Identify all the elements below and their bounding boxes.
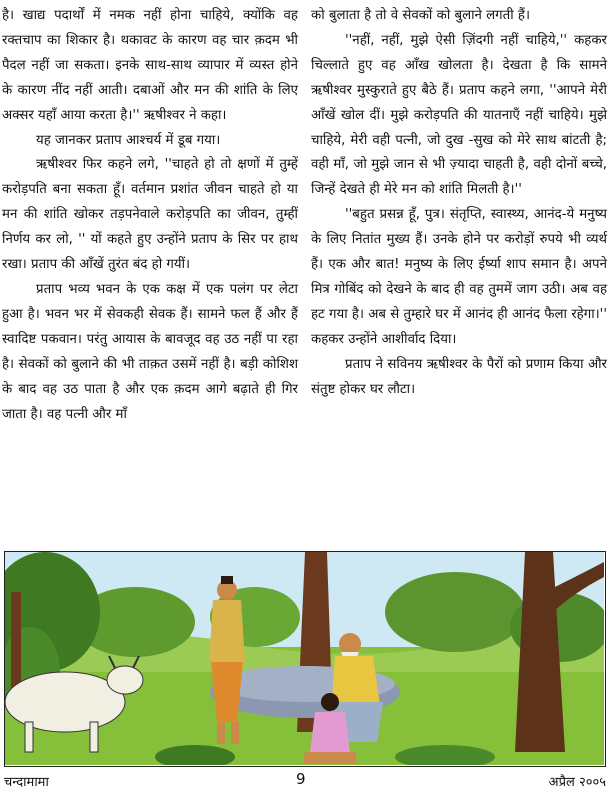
magazine-name: चन्दामामा bbox=[4, 775, 49, 790]
text-column-left bbox=[2, 4, 298, 427]
paragraph: प्रताप भव्य भवन के एक कक्ष में एक पलंग पर लेटा हुआ है। भवन भर में सेवकही सेवक हैं। सामने फल हैं और हैं स्वादिष्ट पकवान। परंतु आयास के बावजूद वह उठ नहीं पा रहा है। सेवकों को बुलाने की भी ताक़त उसमें नहीं है। बड़ी कोशिश के बाद वह उठ पाता है और एक क़दम आगे बढ़ाते ही गिर जाता है। वह पत्नी और माँ bbox=[2, 281, 298, 422]
paragraph: यह जानकर प्रताप आश्चर्य में डूब गया। bbox=[36, 132, 221, 148]
story-illustration bbox=[4, 551, 606, 767]
paragraph: है। खाद्य पदार्थों में नमक नहीं होना चाहिये, क्योंकि वह रक्तचाप का शिकार है। थकावट के कारण वह चार क़दम भी पैदल नहीं जा सकता। इनके साथ-साथ व्यापार में व्यस्त होने के कारण नींद नहीं आती। दबाओं और मन की शांति के लिए अक्सर यहाँ आया करता है।'' ऋषीश्वर ने कहा। bbox=[2, 8, 298, 123]
paragraph: को बुलाता है तो वे सेवकों को बुलाने लगती हैं। bbox=[311, 8, 530, 23]
page-number: 9 bbox=[296, 770, 306, 788]
page-footer bbox=[0, 770, 612, 792]
paragraph: ''नहीं, नहीं, मुझे ऐसी ज़िंदगी नहीं चाहिये,'' कहकर चिल्लाते हुए वह आँख खोलता है। देखता है कि सामने ऋषीश्वर मुस्कुराते हुए बैठे हैं। प्रताप कहने लगा, ''आपने मेरी आँखें खोल दीं। मुझे करोड़पति की यातनाएँ नहीं चाहिये। मुझे चाहिये, मेरी वही पत्नी, जो दुख -सुख को मेरे साथ बांटती है; वही माँ, जो मुझे जान से भी ज़्यादा चाहती है, वही दोनों बच्चे, जिन्हें देखते ही मेरे मन को शांति मिलती है।'' bbox=[311, 32, 607, 198]
paragraph: ऋषीश्वर फिर कहने लगे, ''चाहते हो तो क्षणों में तुम्हें करोड़पति बना सकता हूँ। वर्तमान प्रशांत जीवन चाहते हो या मन की शांति खोकर तड़पनेवाले करोड़पति का जीवन, तुम्हीं निर्णय कर लो, '' यों कहते हुए उन्होंने प्रताप के सिर पर हाथ रखा। प्रताप की आँखें तुरंत बंद हो गयीं। bbox=[2, 157, 298, 273]
issue-date: अप्रैल २००५ bbox=[548, 775, 606, 790]
paragraph: ''बहुत प्रसन्न हूँ, पुत्र। संतृप्ति, स्वास्थ्य, आनंद-ये मनुष्य के लिए नितांत मुख्य हैं। उनके होने पर करोड़ों रुपये भी व्यर्थ हैं। एक और बात! मनुष्य के लिए ईर्ष्या शाप समान है। अपने मित्र गोबिंद को देखने के बाद ही वह तुममें जाग उठी। अब वह हट गया है। अब से तुम्हारे घर में आनंद ही आनंद फैला रहेगा।'' कहकर उन्होंने आशीर्वाद दिया। bbox=[311, 207, 607, 347]
text-column-right bbox=[311, 4, 607, 403]
paragraph: प्रताप ने सविनय ऋषीश्वर के पैरों को प्रणाम किया और संतुष्ट होकर घर लौटा। bbox=[311, 356, 607, 397]
